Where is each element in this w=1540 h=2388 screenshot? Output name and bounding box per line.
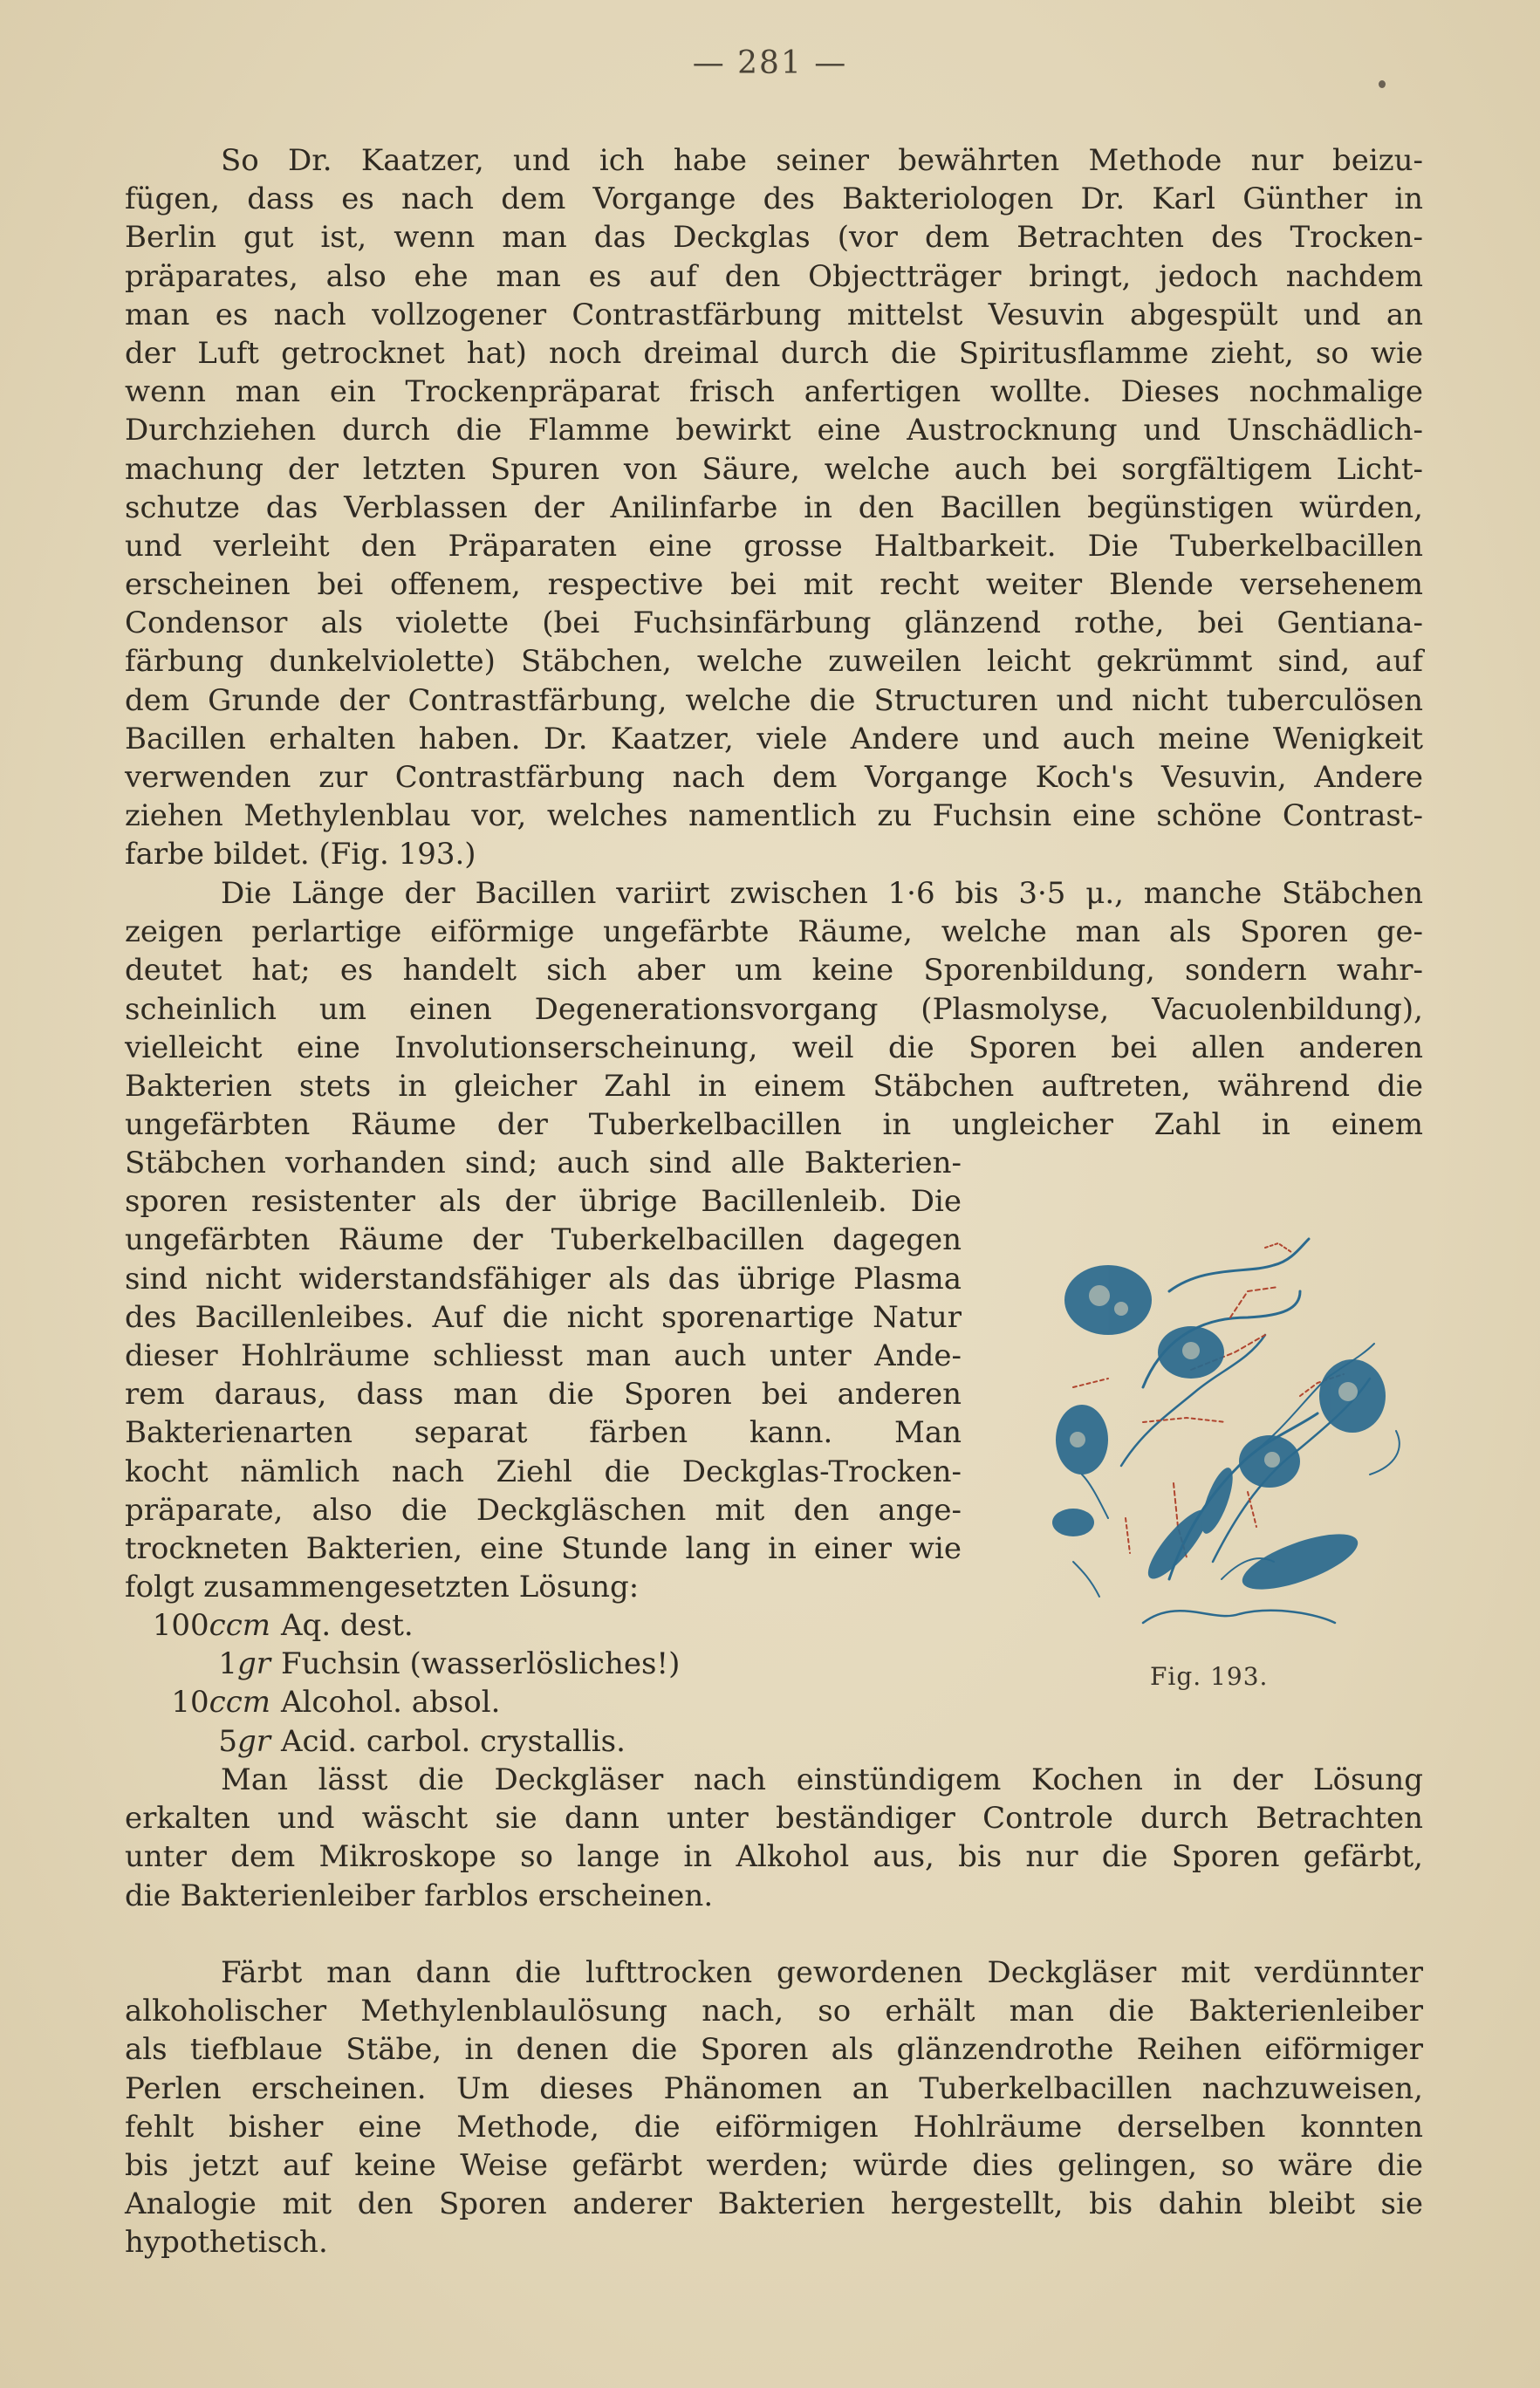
text-line: Bakterienarten separat färben kann. Man — [125, 1415, 962, 1451]
figure-caption: Fig. 193. — [1150, 1662, 1269, 1691]
text-line: Analogie mit den Sporen anderer Bakterien hergestellt, bis dahin bleibt sie — [125, 2186, 1423, 2222]
text-line: Berlin gut ist, wenn man das Deckglas (vor dem Betrachten des Trocken- — [125, 220, 1423, 256]
text-line: die Bakterienleiber farblos erscheinen. — [125, 1878, 714, 1913]
bacillus-chain — [1073, 1562, 1099, 1597]
tubercle-bacillus — [1230, 1287, 1278, 1317]
text-line: und verleiht den Präparaten eine grosse Haltbarkeit. Die Tuberkelbacillen — [125, 528, 1423, 564]
text-line: zeigen perlartige eiförmige ungefärbte Räume, welche man als Sporen ge- — [125, 914, 1423, 950]
text-line: Bakterien stets in gleicher Zahl in einem Stäbchen auftreten, während die — [125, 1068, 1423, 1104]
text-line: ziehen Methylenblau vor, welches namentlich zu Fuchsin eine schöne Contrast- — [125, 798, 1423, 834]
paragraph-bacillus-spores — [125, 1144, 962, 1568]
text-line: rem daraus, dass man die Sporen bei anderen — [125, 1377, 962, 1413]
formula-substance: Alcohol. absol. — [281, 1685, 501, 1721]
text-line: scheinlich um einen Degenerationsvorgang (Plasmolyse, Vacuolenbildung), — [125, 991, 1423, 1027]
text-line: Stäbchen vorhanden sind; auch sind alle Bakterien- — [125, 1146, 962, 1180]
formula-amount: 100ccm — [152, 1608, 270, 1643]
tubercle-bacillus — [1073, 1379, 1108, 1387]
ink-speck — [1379, 80, 1386, 88]
paragraph-bacillus-length — [125, 874, 1423, 1144]
text-line: Färbt man dann die lufttrocken gewordenen Deckgläser mit verdünnter — [221, 1955, 1423, 1990]
text-line: alkoholischer Methylenblaulösung nach, so erhält man die Bakterienleiber — [125, 1994, 1423, 2029]
cell-cluster — [1236, 1522, 1365, 1600]
text-line: des Bacillenleibes. Auf die nicht sporenartige Natur — [125, 1299, 962, 1335]
text-line: dem Grunde der Contrastfärbung, welche die Structuren und nicht tuberculösen — [125, 682, 1423, 718]
formula-row — [140, 1683, 680, 1721]
text-line: Durchziehen durch die Flamme bewirkt eine Austrocknung und Unschädlich- — [125, 413, 1423, 448]
text-line: ungefärbten Räume der Tuberkelbacillen dagegen — [125, 1222, 962, 1258]
text-line: farbe bildet. (Fig. 193.) — [125, 837, 476, 872]
text-line: Bacillen erhalten haben. Dr. Kaatzer, viele Andere und auch meine Wenigkeit — [125, 721, 1423, 756]
text-line: Perlen erscheinen. Um dieses Phänomen an Tuberkelbacillen nachzuweisen, — [125, 2070, 1423, 2106]
text-line: deutet hat; es handelt sich aber um keine Sporenbildung, sondern wahr- — [125, 953, 1423, 989]
formula-substance: Acid. carbol. crystallis. — [281, 1723, 626, 1759]
text-line: ungefärbten Räume der Tuberkelbacillen in ungleicher Zahl in einem — [125, 1107, 1423, 1143]
text-line: Die Länge der Bacillen variirt zwischen 1·6 bis 3·5 μ., manche Stäbchen — [221, 876, 1423, 911]
text-line: folgt zusammengesetzten Lösung: — [125, 1570, 640, 1605]
formula-amount: 1gr — [218, 1646, 270, 1682]
text-line: vielleicht eine Involutionserscheinung, weil die Sporen bei allen anderen — [125, 1030, 1423, 1065]
bacillus-chain — [1370, 1431, 1400, 1475]
text-line: sind nicht widerstandsfähiger als das übrige Plasma — [125, 1261, 962, 1297]
figure-193-illustration — [1038, 1213, 1422, 1649]
bacillus-chain — [1169, 1239, 1309, 1291]
text-line: fügen, dass es nach dem Vorgange des Bakteriologen Dr. Karl Günther in — [125, 181, 1423, 217]
text-line: erscheinen bei offenem, respective bei mit recht weiter Blende versehenem — [125, 567, 1423, 603]
formula-row — [140, 1722, 680, 1761]
text-line: Man lässt die Deckgläser nach einstündigem Kochen in der Lösung — [221, 1762, 1423, 1797]
text-line: sporen resistenter als der übrige Bacillenleib. Die — [125, 1184, 962, 1220]
paragraph-solution-intro — [125, 1568, 962, 1606]
formula-row — [140, 1606, 680, 1645]
text-line: So Dr. Kaatzer, und ich habe seiner bewährten Methode nur beizu- — [221, 143, 1423, 178]
formula-substance: Aq. dest. — [281, 1608, 414, 1643]
text-line: färbung dunkelviolette) Stäbchen, welche zuweilen leicht gekrümmt sind, auf — [125, 644, 1423, 680]
text-line: präparates, also ehe man es auf den Objectträger bringt, jedoch nachdem — [125, 258, 1423, 294]
cell-cluster — [1052, 1509, 1094, 1536]
tubercle-bacillus — [1126, 1518, 1130, 1553]
text-line: schutze das Verblassen der Anilinfarbe in den Bacillen begünstigen würden, — [125, 489, 1423, 525]
bacillus-chain — [1143, 1611, 1335, 1623]
text-line: hypothetisch. — [125, 2225, 328, 2261]
tubercle-bacillus — [1265, 1243, 1291, 1252]
text-line: der Luft getrocknet hat) noch dreimal durch die Spiritusflamme zieht, so wie — [125, 335, 1423, 371]
formula-substance: Fuchsin (wasserlösliches!) — [281, 1646, 681, 1682]
paragraph-sporestain-procedure — [125, 1761, 1423, 1915]
paragraph-methylene-blue — [125, 1954, 1423, 2262]
text-line: man es nach vollzogener Contrastfärbung mittelst Vesuvin abgespült und an — [125, 297, 1423, 332]
text-line: wenn man ein Trockenpräparat frisch anfertigen wollte. Dieses nochmalige — [125, 374, 1423, 410]
text-line: dieser Hohlräume schliesst man auch unter Ande- — [125, 1338, 962, 1373]
text-line: als tiefblaue Stäbe, in denen die Sporen als glänzendrothe Reihen eiförmiger — [125, 2032, 1423, 2068]
text-line: bis jetzt auf keine Weise gefärbt werden; würde dies gelingen, so wäre die — [125, 2147, 1423, 2183]
text-line: präparate, also die Deckgläschen mit den ange- — [125, 1492, 962, 1528]
text-line: kocht nämlich nach Ziehl die Deckglas-Trocken- — [125, 1454, 962, 1489]
text-line: unter dem Mikroskope so lange in Alkohol aus, bis nur die Sporen gefärbt, — [125, 1839, 1423, 1875]
text-line: Condensor als violette (bei Fuchsinfärbung glänzend rothe, bei Gentiana- — [125, 606, 1423, 641]
paragraph-staining-method — [125, 141, 1423, 874]
text-line: machung der letzten Spuren von Säure, welche auch bei sorgfältigem Licht- — [125, 451, 1423, 487]
text-line: fehlt bisher eine Methode, die eiförmigen Hohlräume derselben konnten — [125, 2109, 1423, 2145]
formula-amount: 5gr — [218, 1723, 270, 1759]
tubercle-bacillus — [1143, 1418, 1226, 1422]
staining-formula — [140, 1606, 680, 1761]
formula-row — [140, 1645, 680, 1683]
text-line: erkalten und wäscht sie dann unter beständiger Controle durch Betrachten — [125, 1801, 1423, 1837]
page-number: — 281 — — [692, 45, 848, 81]
formula-amount: 10ccm — [171, 1685, 270, 1721]
text-line: trockneten Bakterien, eine Stunde lang in einer wie — [125, 1530, 962, 1566]
text-line: verwenden zur Contrastfärbung nach dem Vorgange Koch's Vesuvin, Andere — [125, 760, 1423, 795]
